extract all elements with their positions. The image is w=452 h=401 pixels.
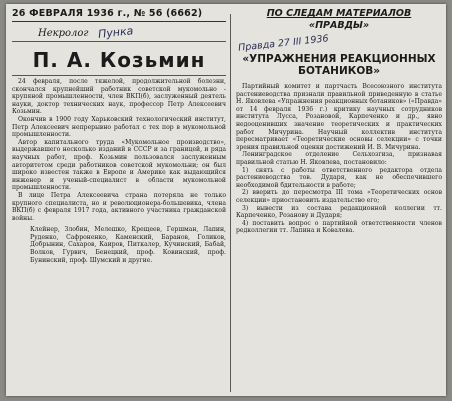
decision-item: 1) снять с работы ответственного редактора отдела растениеводства тов. Дударя, как не обеспечившего необходимой бдительности в работе; xyxy=(236,166,442,189)
obituary-rubric: Некролог xyxy=(38,28,89,39)
obituary-paragraph: 24 февраля, после тяжелой, продолжительной болезни, скончался крупнейший работник советской мукомольно - крупяной промышленности, член ВКП(б), заслуженный деятель науки, доктор технических наук, профессор Петр Алексеевич Козьмин. xyxy=(12,78,226,116)
decision-item: 2) вверить до пересмотра III тома «Теоретических основ селекции» приостановить издательство его; xyxy=(236,189,442,204)
obituary-paragraph: В лице Петра Алексеевича страна потеряла не только крупного специалиста, но и революционера-большевика, члена ВКП(б) с февраля 1917 года, активного участника гражданской войны. xyxy=(12,191,226,222)
newspaper-clipping xyxy=(6,4,446,396)
column-divider xyxy=(230,14,231,392)
section-rubric-pravda: «ПРАВДЫ» xyxy=(308,20,370,31)
section-rubric: ПО СЛЕДАМ МАТЕРИАЛОВ xyxy=(266,8,412,19)
article-title: «УПРАЖНЕНИЯ РЕАКЦИОННЫХ БОТАНИКОВ» xyxy=(242,53,436,77)
masthead-rule xyxy=(12,21,226,22)
title-rule-top xyxy=(12,41,226,42)
obituary-column xyxy=(12,8,226,264)
decision-item: 3) вывести из состава редакционной коллегии тт. Карпеченко, Розанову и Дударя; xyxy=(236,204,442,220)
obituary-name: П. А. Козьмин xyxy=(32,48,206,72)
article-paragraph: Ленинградское отделение Сельхозгиза, признавая правильной статью Н. Яковлева, постановило: xyxy=(236,151,442,166)
obituary-paragraph: Автор капитального труда «Мукомольное производство», выдержавшего несколько изданий в СССР и за границей, и ряда научных работ, проф. Козьмин пользовался заслуженным авторитетом среди работников советской мукомольни; он был широко известен также в Европе и Америке как выдающийся инженер и ученый-специалист в области мукомольной промышленности. xyxy=(12,138,226,192)
handwritten-annotation: Пунка xyxy=(97,24,135,41)
decision-item: 4) поставить вопрос о партийной ответственности членов редколлегии тт. Лапина и Ковалева. xyxy=(236,219,442,235)
handwritten-annotation: Правда 27 III 1936 xyxy=(237,33,330,54)
issue-masthead: 26 ФЕВРАЛЯ 1936 г., № 56 (6662) xyxy=(12,8,203,19)
rubric-row xyxy=(38,26,226,39)
article-paragraph: Партийный комитет и партчасть Всесоюзного института растениеводства признали правильной приведенную в статье Н. Яковлева «Упражнения реакционных ботаников» («Правда» от 14 февраля 1936 г.) критику научных сотрудников института Лусса, Розановой, Карпеченко и др., явно недооценивших значение теоретических и практических работ Мичурина. Научный коллектив института пересматривает «Теоретические основы селекции» с точки зрения правильной оценки достижений И. В. Мичурина. xyxy=(236,83,442,151)
follow-up-column xyxy=(236,8,442,235)
obituary-paragraph: Окончив в 1900 году Харьковский технологический институт, Петр Алексеевич непрерывно работал с тех пор в мукомольной промышленности. xyxy=(12,115,226,139)
signers-list: Клейнер, Злобин, Мелешко, Крещеев, Гершман, Лапин, Руденко, Сафроненко, Каменский, Баранов, Голиков, Добрынин, Сахаров, Каиров, Питкалер, Кучинский, Бабай, Волков, Гурвич, Бенецкий, проф. Ковинский, проф. Бунинский, проф. Шумский и другие. xyxy=(30,226,226,264)
title-rule-bottom xyxy=(12,75,226,76)
